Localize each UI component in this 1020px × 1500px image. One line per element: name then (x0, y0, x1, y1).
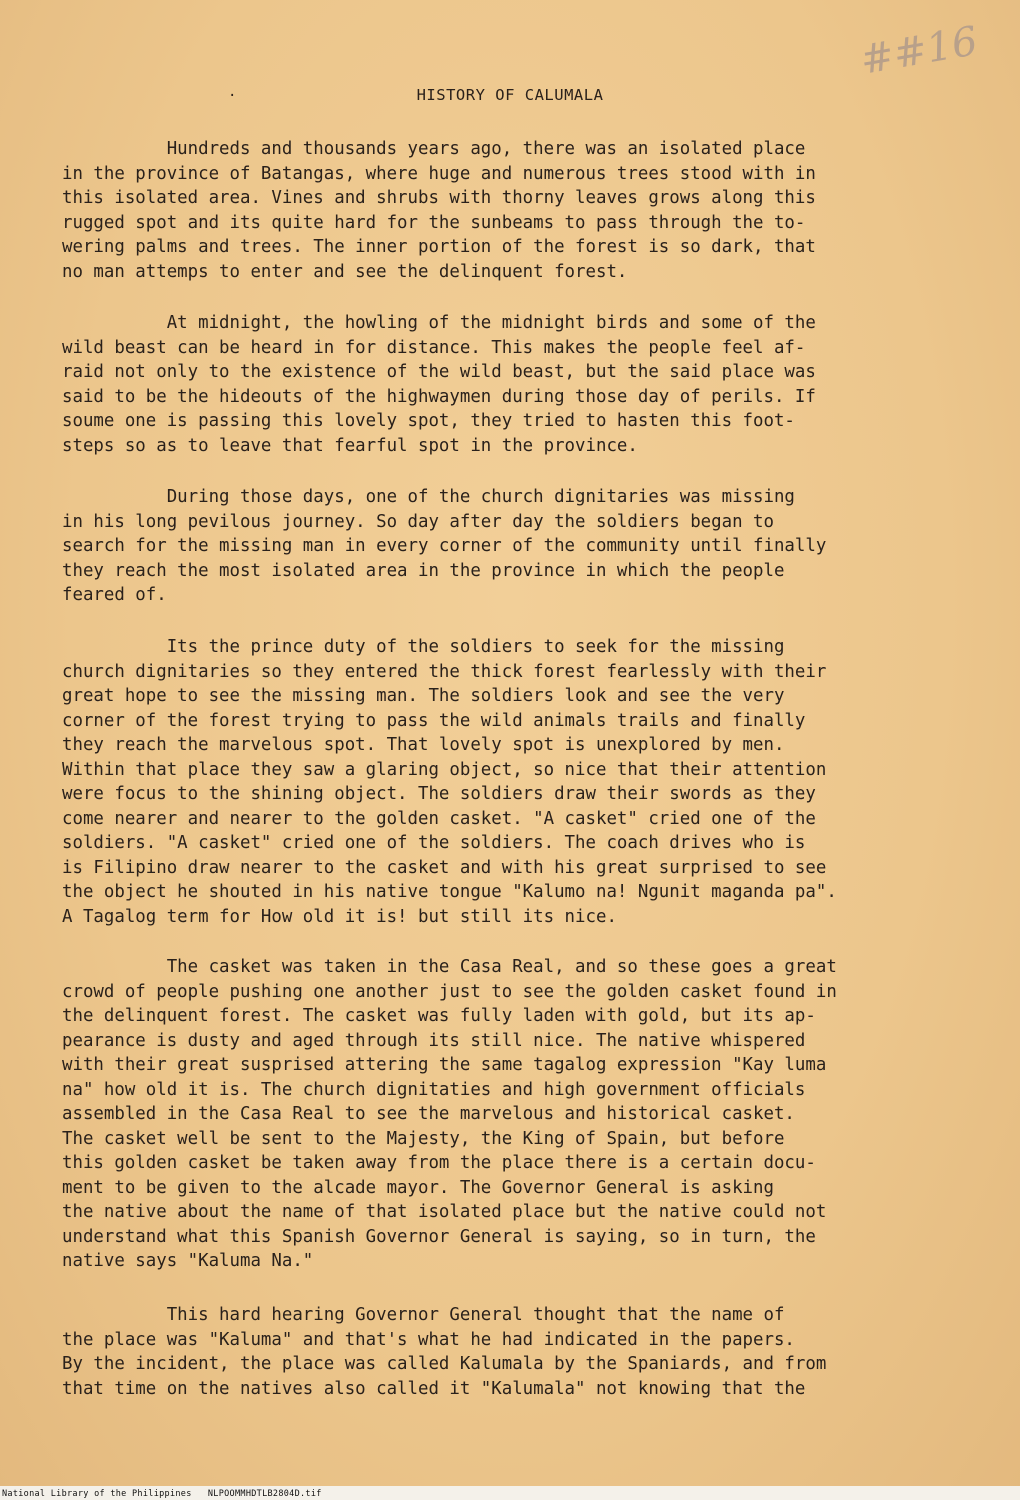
text-line: search for the missing man in every corner of the community until finally (62, 536, 827, 556)
text-line: The casket was taken in the Casa Real, and so these goes a great (62, 957, 837, 977)
paragraph-1 (62, 137, 962, 284)
footer-file: NLPOOMMHDTLB2804D.tif (207, 1489, 322, 1499)
text-line: the delinquent forest. The casket was fully laden with gold, but its ap- (62, 1006, 816, 1026)
text-line: ment to be given to the alcade mayor. The Governor General is asking (62, 1177, 774, 1198)
text-line: This hard hearing Governor General thought that the name of (62, 1305, 785, 1325)
paragraph-5 (62, 955, 962, 1274)
text-line: Within that place they saw a glaring object, so nice that their attention (62, 759, 827, 780)
text-line: with their great susprised attering the same tagalog expression "Kay luma (62, 1055, 827, 1075)
text-line: they reach the most isolated area in the province in which the people (62, 560, 785, 581)
text-line: come nearer and nearer to the golden casket. "A casket" cried one of the (62, 808, 816, 829)
paragraph-4 (62, 635, 962, 929)
text-line: During those days, one of the church dignitaries was missing (62, 487, 795, 507)
text-line: no man attemps to enter and see the delinquent forest. (62, 261, 628, 282)
text-line: this isolated area. Vines and shrubs with thorny leaves grows along this (62, 188, 816, 208)
text-line: were focus to the shining object. The soldiers draw their swords as they (62, 784, 816, 804)
text-line: in the province of Batangas, where huge and numerous trees stood with in (62, 163, 816, 184)
scan-footer-strip (0, 1486, 1020, 1500)
paragraph-2 (62, 311, 962, 458)
text-line: Hundreds and thousands years ago, there was an isolated place (62, 139, 806, 159)
footer-library: National Library of the Philippines (2, 1489, 192, 1499)
text-line: in his long pevilous journey. So day after day the soldiers began to (62, 511, 774, 532)
text-line: steps so as to leave that fearful spot in the province. (62, 435, 638, 456)
text-line: na" how old it is. The church dignitaties and high government officials (62, 1079, 806, 1100)
text-line: raid not only to the existence of the wild beast, but the said place was (62, 362, 816, 382)
title-mark: · (228, 88, 237, 104)
text-line: pearance is dusty and aged through its still nice. The native whispered (62, 1030, 806, 1051)
text-line: that time on the natives also called it "Kalumala" not knowing that the (62, 1378, 806, 1399)
handwritten-page-number: ##16 (856, 18, 982, 84)
text-line: rugged spot and its quite hard for the sunbeams to pass through the to- (62, 212, 806, 233)
text-line: A Tagalog term for How old it is! but still its nice. (62, 906, 617, 927)
text-line: Its the prince duty of the soldiers to seek for the missing (62, 637, 785, 657)
text-line: assembled in the Casa Real to see the marvelous and historical casket. (62, 1104, 795, 1124)
paragraph-3 (62, 485, 962, 608)
text-line: great hope to see the missing man. The soldiers look and see the very (62, 686, 785, 706)
paragraph-6 (62, 1303, 962, 1401)
text-line: the native about the name of that isolated place but the native could not (62, 1202, 827, 1222)
text-line: By the incident, the place was called Kalumala by the Spaniards, and from (62, 1354, 827, 1374)
text-line: soldiers. "A casket" cried one of the soldiers. The coach drives who is (62, 833, 806, 853)
page-title: HISTORY OF CALUMALA (416, 86, 604, 104)
text-line: church dignitaries so they entered the thick forest fearlessly with their (62, 661, 827, 682)
text-line: the place was "Kaluma" and that's what he had indicated in the papers. (62, 1329, 795, 1350)
text-line: wering palms and trees. The inner portion of the forest is so dark, that (62, 237, 816, 257)
text-line: At midnight, the howling of the midnight birds and some of the (62, 313, 816, 333)
text-line: wild beast can be heard in for distance. This makes the people feel af- (62, 337, 806, 358)
text-line: The casket well be sent to the Majesty, the King of Spain, but before (62, 1128, 785, 1149)
text-line: crowd of people pushing one another just to see the golden casket found in (62, 981, 837, 1002)
text-line: corner of the forest trying to pass the wild animals trails and finally (62, 710, 806, 731)
text-line: this golden casket be taken away from the place there is a certain docu- (62, 1153, 816, 1173)
text-line: soume one is passing this lovely spot, they tried to hasten this foot- (62, 411, 795, 431)
text-line: the object he shouted in his native tongue "Kalumo na! Ngunit maganda pa". (62, 882, 837, 902)
text-line: they reach the marvelous spot. That lovely spot is unexplored by men. (62, 735, 785, 755)
text-line: native says "Kaluma Na." (62, 1251, 314, 1271)
text-line: feared of. (62, 585, 167, 605)
scan-footer-text (2, 1489, 322, 1499)
text-line: said to be the hideouts of the highwaymen during those day of perils. If (62, 386, 816, 407)
text-line: is Filipino draw nearer to the casket and with his great surprised to see (62, 857, 827, 878)
text-line: understand what this Spanish Governor General is saying, so in turn, the (62, 1226, 816, 1247)
